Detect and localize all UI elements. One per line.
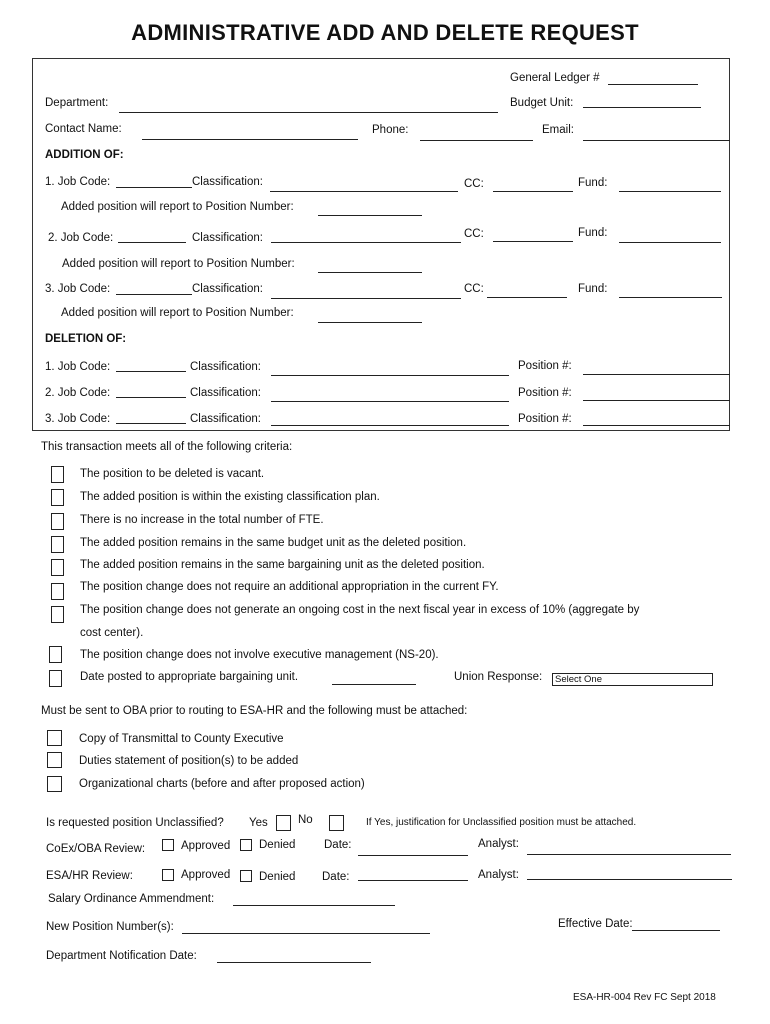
esa-review-label: ESA/HR Review:: [46, 870, 133, 882]
deletion-job-code-3-label: 3. Job Code:: [45, 413, 111, 425]
addition-job-code-1-field[interactable]: [116, 187, 192, 188]
effective-date-field[interactable]: [632, 930, 720, 931]
unclassified-no-checkbox[interactable]: [329, 815, 344, 831]
salary-ordinance-field[interactable]: [233, 905, 395, 906]
addition-classification-3-field[interactable]: [271, 298, 461, 299]
coex-approved-checkbox[interactable]: [162, 839, 174, 851]
coex-review-label: CoEx/OBA Review:: [46, 843, 146, 855]
coex-denied-label: Denied: [259, 839, 296, 851]
criteria-item-8: The position change does not involve executive management (NS-20).: [80, 649, 439, 661]
deletion-job-code-2-label: 2. Job Code:: [45, 387, 111, 399]
criteria-checkbox-5[interactable]: [51, 559, 64, 576]
esa-date-field[interactable]: [358, 880, 468, 881]
addition-cc-2-label: CC:: [464, 228, 484, 240]
addition-job-code-2-field[interactable]: [118, 242, 186, 243]
esa-analyst-field[interactable]: [527, 879, 732, 880]
deletion-classification-1-label: Classification:: [190, 361, 261, 373]
addition-job-code-1-label: 1. Job Code:: [45, 176, 111, 188]
contact-name-field[interactable]: [142, 139, 358, 140]
criteria-checkbox-9[interactable]: [49, 670, 62, 687]
criteria-checkbox-8[interactable]: [49, 646, 62, 663]
criteria-item-4: The added position remains in the same budget unit as the deleted position.: [80, 537, 467, 549]
form-revision-footer: ESA-HR-004 Rev FC Sept 2018: [573, 992, 716, 1003]
addition-report-to-2-field[interactable]: [318, 272, 422, 273]
attachments-intro: Must be sent to OBA prior to routing to ESA-HR and the following must be attached:: [41, 705, 468, 717]
date-posted-field[interactable]: [332, 684, 416, 685]
deletion-position-3-label: Position #:: [518, 413, 572, 425]
addition-classification-2-field[interactable]: [271, 242, 461, 243]
addition-job-code-3-field[interactable]: [116, 294, 192, 295]
criteria-item-6: The position change does not require an additional appropriation in the current FY.: [80, 581, 499, 593]
attach-item-2: Duties statement of position(s) to be added: [79, 755, 299, 767]
addition-fund-1-field[interactable]: [619, 191, 721, 192]
deletion-classification-1-field[interactable]: [271, 375, 509, 376]
deletion-position-2-field[interactable]: [583, 400, 730, 401]
addition-classification-2-label: Classification:: [192, 232, 263, 244]
addition-heading: ADDITION OF:: [45, 149, 124, 161]
form-title: ADMINISTRATIVE ADD AND DELETE REQUEST: [131, 20, 639, 45]
general-ledger-label: General Ledger #: [510, 72, 600, 84]
deletion-job-code-3-field[interactable]: [116, 423, 186, 424]
deletion-classification-2-label: Classification:: [190, 387, 261, 399]
deletion-job-code-2-field[interactable]: [116, 397, 186, 398]
criteria-item-3: There is no increase in the total number of FTE.: [80, 514, 324, 526]
criteria-item-7-cont: cost center).: [80, 627, 144, 639]
dept-notification-label: Department Notification Date:: [46, 950, 197, 962]
coex-analyst-field[interactable]: [527, 854, 731, 855]
addition-report-to-1-field[interactable]: [318, 215, 422, 216]
deletion-position-1-field[interactable]: [583, 374, 730, 375]
esa-date-label: Date:: [322, 871, 350, 883]
coex-analyst-label: Analyst:: [478, 838, 519, 850]
union-response-select[interactable]: Select One: [552, 673, 713, 686]
phone-field[interactable]: [420, 140, 533, 141]
dept-notification-field[interactable]: [217, 962, 371, 963]
salary-ordinance-label: Salary Ordinance Ammendment:: [48, 893, 215, 905]
criteria-checkbox-3[interactable]: [51, 513, 64, 530]
coex-date-label: Date:: [324, 839, 352, 851]
attach-item-1: Copy of Transmittal to County Executive: [79, 733, 284, 745]
addition-fund-2-label: Fund:: [578, 227, 608, 239]
coex-date-field[interactable]: [358, 855, 468, 856]
addition-cc-1-field[interactable]: [493, 191, 573, 192]
deletion-classification-3-label: Classification:: [190, 413, 261, 425]
deletion-classification-3-field[interactable]: [271, 425, 509, 426]
budget-unit-label: Budget Unit:: [510, 97, 574, 109]
new-position-field[interactable]: [182, 933, 430, 934]
addition-fund-1-label: Fund:: [578, 177, 608, 189]
addition-fund-2-field[interactable]: [619, 242, 721, 243]
criteria-item-7: The position change does not generate an ongoing cost in the next fiscal year in excess of 10% (aggregate by: [80, 604, 640, 616]
addition-fund-3-label: Fund:: [578, 283, 608, 295]
addition-cc-3-label: CC:: [464, 283, 484, 295]
criteria-checkbox-7[interactable]: [51, 606, 64, 623]
addition-fund-3-field[interactable]: [619, 297, 722, 298]
addition-report-to-2-label: Added position will report to Position Number:: [62, 258, 295, 270]
deletion-heading: DELETION OF:: [45, 333, 127, 345]
criteria-item-5: The added position remains in the same bargaining unit as the deleted position.: [80, 559, 485, 571]
unclassified-question: Is requested position Unclassified?: [46, 817, 224, 829]
addition-cc-2-field[interactable]: [493, 241, 573, 242]
budget-unit-field[interactable]: [583, 107, 701, 108]
esa-approved-checkbox[interactable]: [162, 869, 174, 881]
esa-denied-label: Denied: [259, 871, 296, 883]
addition-report-to-3-label: Added position will report to Position Number:: [61, 307, 294, 319]
coex-approved-label: Approved: [181, 840, 231, 852]
general-ledger-field[interactable]: [608, 84, 698, 85]
criteria-checkbox-2[interactable]: [51, 489, 64, 506]
coex-denied-checkbox[interactable]: [240, 839, 252, 851]
criteria-intro: This transaction meets all of the following criteria:: [41, 441, 293, 453]
esa-denied-checkbox[interactable]: [240, 870, 252, 882]
addition-cc-1-label: CC:: [464, 178, 484, 190]
addition-job-code-2-label: 2. Job Code:: [48, 232, 114, 244]
criteria-checkbox-6[interactable]: [51, 583, 64, 600]
criteria-item-1: The position to be deleted is vacant.: [80, 468, 265, 480]
deletion-classification-2-field[interactable]: [271, 401, 509, 402]
email-field[interactable]: [583, 140, 730, 141]
department-label: Department:: [45, 97, 109, 109]
addition-classification-1-field[interactable]: [270, 191, 458, 192]
criteria-checkbox-1[interactable]: [51, 466, 64, 483]
criteria-item-2: The added position is within the existing classification plan.: [80, 491, 380, 503]
unclassified-no-label: No: [298, 814, 313, 826]
addition-classification-1-label: Classification:: [192, 176, 263, 188]
justification-note: If Yes, justification for Unclassified position must be attached.: [366, 817, 637, 828]
attach-item-3: Organizational charts (before and after proposed action): [79, 778, 365, 790]
criteria-item-9: Date posted to appropriate bargaining unit.: [80, 671, 299, 683]
addition-classification-3-label: Classification:: [192, 283, 263, 295]
deletion-job-code-1-label: 1. Job Code:: [45, 361, 111, 373]
new-position-label: New Position Number(s):: [46, 921, 174, 933]
effective-date-label: Effective Date:: [558, 918, 633, 930]
deletion-position-2-label: Position #:: [518, 387, 572, 399]
deletion-job-code-1-field[interactable]: [116, 371, 186, 372]
union-response-label: Union Response:: [454, 671, 543, 683]
esa-analyst-label: Analyst:: [478, 869, 519, 881]
addition-cc-3-field[interactable]: [487, 297, 567, 298]
addition-report-to-1-label: Added position will report to Position Number:: [61, 201, 294, 213]
contact-name-label: Contact Name:: [45, 123, 122, 135]
unclassified-yes-label: Yes: [249, 817, 268, 829]
deletion-position-3-field[interactable]: [583, 425, 730, 426]
email-label: Email:: [542, 124, 574, 136]
attach-checkbox-2[interactable]: [47, 752, 62, 768]
attach-checkbox-1[interactable]: [47, 730, 62, 746]
addition-job-code-3-label: 3. Job Code:: [45, 283, 111, 295]
phone-label: Phone:: [372, 124, 409, 136]
esa-approved-label: Approved: [181, 869, 231, 881]
deletion-position-1-label: Position #:: [518, 360, 572, 372]
addition-report-to-3-field[interactable]: [318, 322, 422, 323]
department-field[interactable]: [119, 112, 498, 113]
criteria-checkbox-4[interactable]: [51, 536, 64, 553]
unclassified-yes-checkbox[interactable]: [276, 815, 291, 831]
attach-checkbox-3[interactable]: [47, 776, 62, 792]
